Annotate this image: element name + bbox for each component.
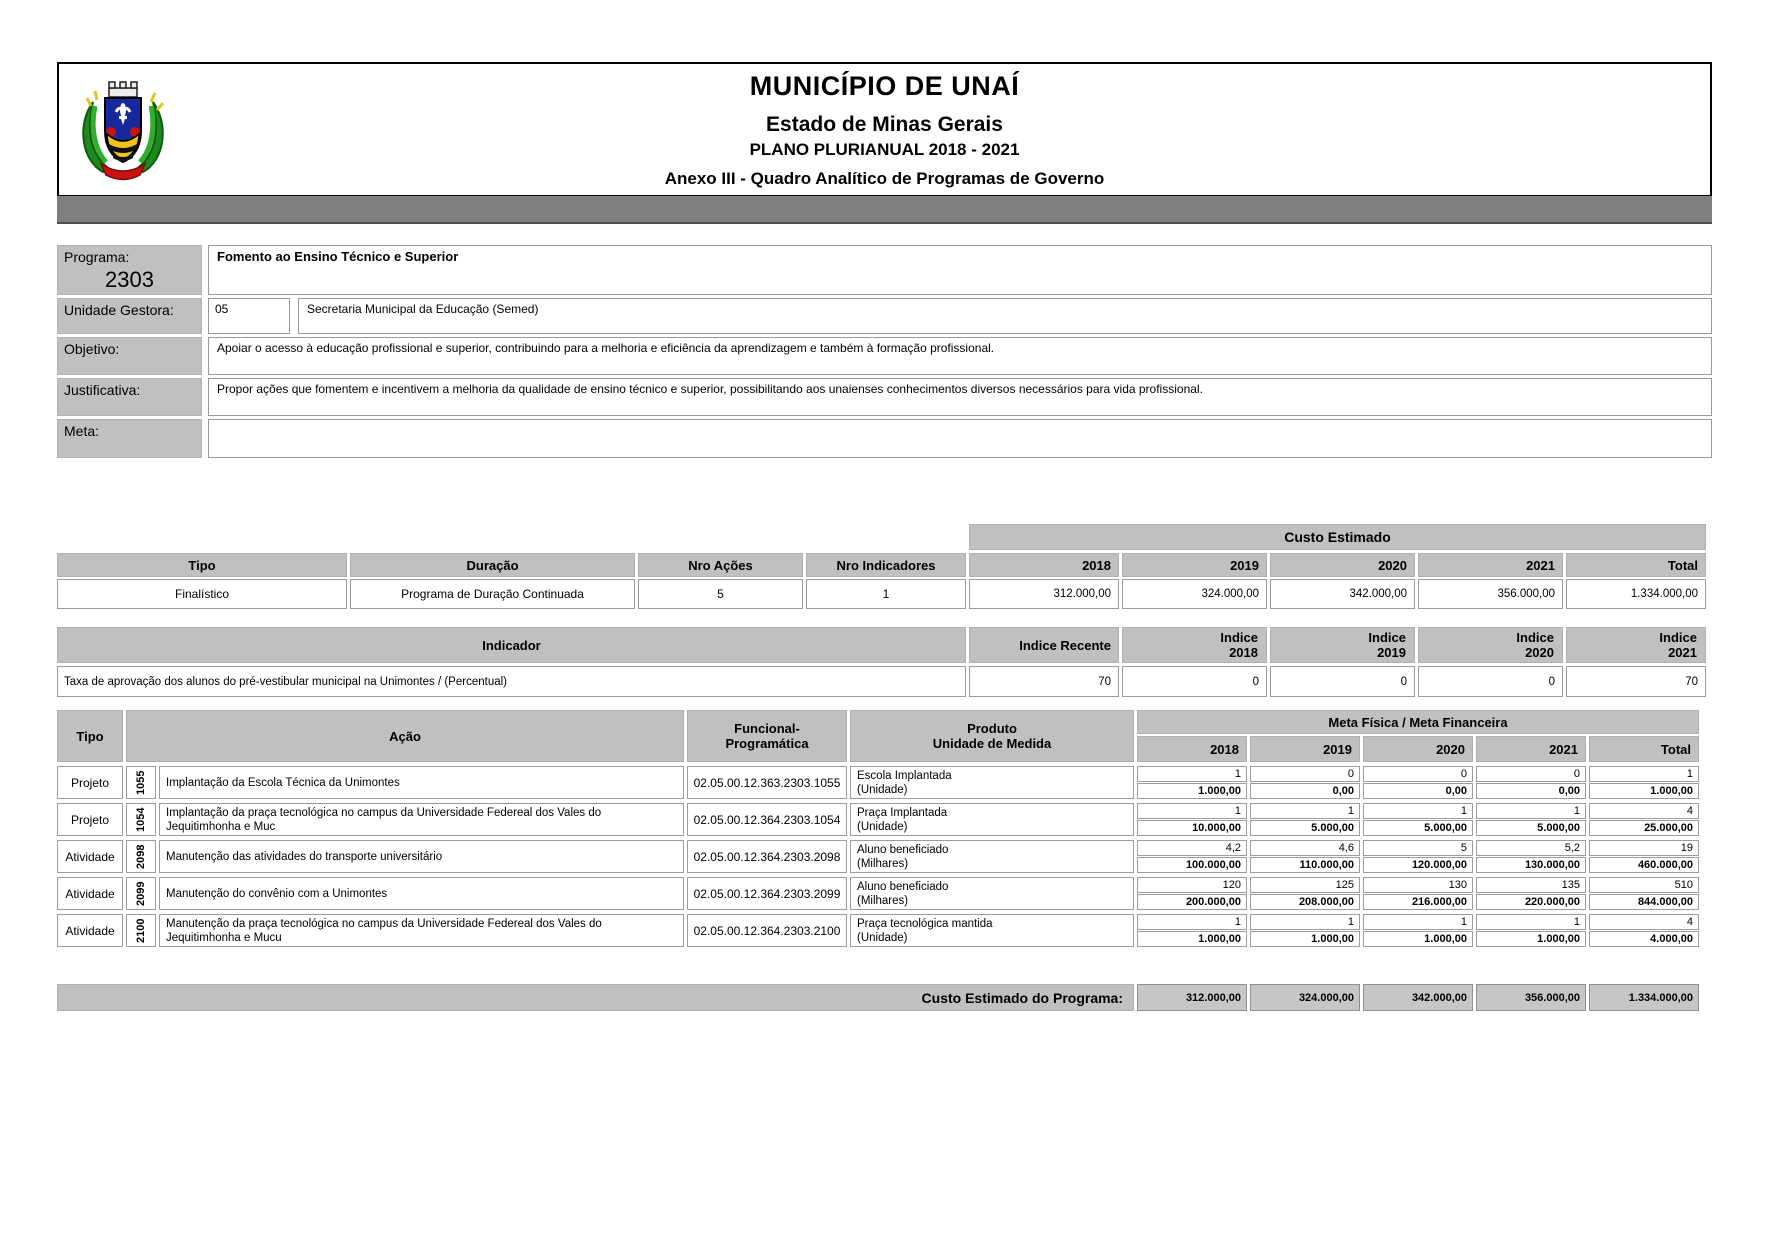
action-tipo: Projeto xyxy=(57,766,123,799)
produto-unit: (Unidade) xyxy=(857,932,908,944)
col-header-duracao: Duração xyxy=(350,553,635,577)
meta-group-header xyxy=(1137,710,1699,762)
meta-fisica: 1 xyxy=(1250,803,1360,819)
cost-nro-indicadores: 1 xyxy=(806,579,966,609)
meta-fisica: 5,2 xyxy=(1476,840,1586,856)
meta-fisica: 1 xyxy=(1363,803,1473,819)
actions-header xyxy=(57,710,1712,762)
meta-fisica: 5 xyxy=(1363,840,1473,856)
col-header-acao: Ação xyxy=(126,710,684,762)
meta-total xyxy=(1589,766,1699,799)
cost-duracao: Programa de Duração Continuada xyxy=(350,579,635,609)
action-produto xyxy=(850,877,1134,910)
indice-year: 2021 xyxy=(1668,645,1697,660)
meta-2019 xyxy=(1250,914,1360,947)
meta-2018 xyxy=(1137,914,1247,947)
meta-financeira: 200.000,00 xyxy=(1137,894,1247,910)
meta-financeira: 1.000,00 xyxy=(1476,931,1586,947)
produto-name: Praça Implantada xyxy=(857,807,948,819)
meta-financeira: 120.000,00 xyxy=(1363,857,1473,873)
produto-unit: (Unidade) xyxy=(857,784,908,796)
meta-financeira: 0,00 xyxy=(1250,783,1360,799)
action-funcional: 02.05.00.12.364.2303.2099 xyxy=(687,877,847,910)
indicator-name: Taxa de aprovação dos alunos do pré-vestibular municipal na Unimontes / (Percentual) xyxy=(57,666,966,697)
meta-fisica: 0 xyxy=(1363,766,1473,782)
action-code: 2098 xyxy=(126,840,156,873)
meta-group-title: Meta Física / Meta Financeira xyxy=(1137,710,1699,734)
indice-word: Indice xyxy=(1516,630,1554,645)
cost-2020: 342.000,00 xyxy=(1270,579,1415,609)
action-row xyxy=(57,840,1712,873)
action-tipo: Projeto xyxy=(57,803,123,836)
meta-2019 xyxy=(1250,766,1360,799)
unit-label: Unidade Gestora: xyxy=(57,298,202,334)
col-header-tipo: Tipo xyxy=(57,553,347,577)
meta-financeira: 130.000,00 xyxy=(1476,857,1586,873)
meta-financeira: 1.000,00 xyxy=(1137,783,1247,799)
meta-label: Meta: xyxy=(57,419,202,458)
actions-section xyxy=(57,710,1712,947)
meta-financeira: 460.000,00 xyxy=(1589,857,1699,873)
meta-2018 xyxy=(1137,877,1247,910)
unit-code: 05 xyxy=(208,298,290,334)
meta-fisica: 1 xyxy=(1137,766,1247,782)
meta-financeira: 0,00 xyxy=(1476,783,1586,799)
meta-fisica: 130 xyxy=(1363,877,1473,893)
meta-fisica: 1 xyxy=(1137,914,1247,930)
indice-word: Indice xyxy=(1659,630,1697,645)
col-header-2020: 2020 xyxy=(1270,553,1415,577)
action-code: 1054 xyxy=(126,803,156,836)
produto-unit: (Unidade) xyxy=(857,821,908,833)
footer-2019: 324.000,00 xyxy=(1250,984,1360,1011)
meta-total xyxy=(1589,803,1699,836)
col-header-2020: 2020 xyxy=(1363,736,1473,762)
action-tipo: Atividade xyxy=(57,840,123,873)
meta-total xyxy=(1589,840,1699,873)
meta-2021 xyxy=(1476,914,1586,947)
plan-title: PLANO PLURIANUAL 2018 - 2021 xyxy=(749,140,1020,159)
indicator-row xyxy=(57,666,1712,697)
col-header-indicador: Indicador xyxy=(57,627,966,663)
indice-year: 2019 xyxy=(1377,645,1406,660)
meta-fisica: 1 xyxy=(1250,914,1360,930)
produto-line1: Produto xyxy=(967,721,1017,736)
col-header-total: Total xyxy=(1566,553,1706,577)
justification-label: Justificativa: xyxy=(57,378,202,416)
action-code: 2100 xyxy=(126,914,156,947)
produto-name: Aluno beneficiado xyxy=(857,844,949,856)
meta-fisica: 4,6 xyxy=(1250,840,1360,856)
col-header-tipo: Tipo xyxy=(57,710,123,762)
meta-2019 xyxy=(1250,840,1360,873)
col-header-total: Total xyxy=(1589,736,1699,762)
header-titles xyxy=(59,64,1710,195)
action-name: Manutenção da praça tecnológica no campus da Universidade Federeal dos Vales do Jequitimhonha e Mucu xyxy=(159,914,684,947)
meta-text xyxy=(208,419,1712,458)
col-header-indice-2021 xyxy=(1566,627,1706,663)
col-header-indice-2019 xyxy=(1270,627,1415,663)
meta-2020 xyxy=(1363,840,1473,873)
action-funcional: 02.05.00.12.363.2303.1055 xyxy=(687,766,847,799)
meta-fisica: 120 xyxy=(1137,877,1247,893)
meta-financeira: 1.000,00 xyxy=(1137,931,1247,947)
indice-word: Indice xyxy=(1368,630,1406,645)
meta-financeira: 4.000,00 xyxy=(1589,931,1699,947)
meta-total xyxy=(1589,914,1699,947)
meta-financeira: 10.000,00 xyxy=(1137,820,1247,836)
meta-total xyxy=(1589,877,1699,910)
action-row xyxy=(57,803,1712,836)
action-code: 2099 xyxy=(126,877,156,910)
cost-2021: 356.000,00 xyxy=(1418,579,1563,609)
indicator-2020: 0 xyxy=(1418,666,1563,697)
meta-2020 xyxy=(1363,877,1473,910)
action-code: 1055 xyxy=(126,766,156,799)
col-header-2021: 2021 xyxy=(1418,553,1563,577)
footer-label: Custo Estimado do Programa: xyxy=(57,984,1134,1011)
col-header-indice-2018 xyxy=(1122,627,1267,663)
col-header-2018: 2018 xyxy=(969,553,1119,577)
meta-fisica: 125 xyxy=(1250,877,1360,893)
col-header-2018: 2018 xyxy=(1137,736,1247,762)
action-name: Manutenção do convênio com a Unimontes xyxy=(159,877,684,910)
action-row xyxy=(57,914,1712,947)
meta-fisica: 1 xyxy=(1476,803,1586,819)
meta-year-headers xyxy=(1137,736,1699,762)
cost-table-header xyxy=(57,553,1712,577)
col-header-2019: 2019 xyxy=(1122,553,1267,577)
indicator-header xyxy=(57,627,1712,663)
meta-2018 xyxy=(1137,766,1247,799)
indicator-recente: 70 xyxy=(969,666,1119,697)
produto-name: Aluno beneficiado xyxy=(857,881,949,893)
cost-estimate-section xyxy=(57,524,1712,609)
produto-name: Praça tecnológica mantida xyxy=(857,918,993,930)
meta-2018 xyxy=(1137,840,1247,873)
meta-financeira: 5.000,00 xyxy=(1363,820,1473,836)
action-produto xyxy=(850,914,1134,947)
meta-fisica: 1 xyxy=(1476,914,1586,930)
funcional-line2: Programática xyxy=(725,736,809,751)
meta-fisica: 4,2 xyxy=(1137,840,1247,856)
action-funcional: 02.05.00.12.364.2303.2100 xyxy=(687,914,847,947)
meta-fisica: 135 xyxy=(1476,877,1586,893)
meta-financeira: 220.000,00 xyxy=(1476,894,1586,910)
action-row xyxy=(57,877,1712,910)
program-name: Fomento ao Ensino Técnico e Superior xyxy=(208,245,1712,295)
action-funcional: 02.05.00.12.364.2303.1054 xyxy=(687,803,847,836)
cost-tipo: Finalístico xyxy=(57,579,347,609)
funcional-line1: Funcional- xyxy=(734,721,800,736)
indicator-2021: 70 xyxy=(1566,666,1706,697)
produto-name: Escola Implantada xyxy=(857,770,952,782)
meta-fisica: 0 xyxy=(1250,766,1360,782)
action-produto xyxy=(850,766,1134,799)
indice-year: 2020 xyxy=(1525,645,1554,660)
unit-row xyxy=(208,298,1712,334)
meta-fisica: 1 xyxy=(1589,766,1699,782)
program-cost-footer xyxy=(57,984,1712,1011)
col-header-funcional xyxy=(687,710,847,762)
action-tipo: Atividade xyxy=(57,877,123,910)
meta-fisica: 0 xyxy=(1476,766,1586,782)
unit-name: Secretaria Municipal da Educação (Semed) xyxy=(298,298,1712,334)
objective-label: Objetivo: xyxy=(57,337,202,375)
col-header-produto xyxy=(850,710,1134,762)
objective-text: Apoiar o acesso à educação profissional e superior, contribuindo para a melhoria e eficiência da aprendizagem e também à formação profissional. xyxy=(208,337,1712,375)
justification-text: Propor ações que fomentem e incentivem a melhoria da qualidade de ensino técnico e superior, possibilitando aos unaienses conhecimentos diversos necessários para vida profissional. xyxy=(208,378,1712,416)
meta-2018 xyxy=(1137,803,1247,836)
meta-fisica: 510 xyxy=(1589,877,1699,893)
cost-2018: 312.000,00 xyxy=(969,579,1119,609)
col-header-nro-indicadores: Nro Indicadores xyxy=(806,553,966,577)
indice-word: Indice xyxy=(1220,630,1258,645)
meta-financeira: 1.000,00 xyxy=(1589,783,1699,799)
footer-2018: 312.000,00 xyxy=(1137,984,1247,1011)
meta-financeira: 844.000,00 xyxy=(1589,894,1699,910)
document-header xyxy=(57,62,1712,197)
meta-financeira: 5.000,00 xyxy=(1250,820,1360,836)
meta-2019 xyxy=(1250,877,1360,910)
cost-total: 1.334.000,00 xyxy=(1566,579,1706,609)
cost-2019: 324.000,00 xyxy=(1122,579,1267,609)
meta-fisica: 4 xyxy=(1589,914,1699,930)
col-header-nro-acoes: Nro Ações xyxy=(638,553,803,577)
meta-2020 xyxy=(1363,766,1473,799)
meta-financeira: 1.000,00 xyxy=(1250,931,1360,947)
footer-total: 1.334.000,00 xyxy=(1589,984,1699,1011)
produto-unit: (Milhares) xyxy=(857,895,909,907)
col-header-2019: 2019 xyxy=(1250,736,1360,762)
program-label-cell xyxy=(57,245,202,295)
program-info xyxy=(57,245,1712,458)
meta-2021 xyxy=(1476,766,1586,799)
meta-2019 xyxy=(1250,803,1360,836)
annex-title: Anexo III - Quadro Analítico de Programas de Governo xyxy=(664,169,1105,188)
action-produto xyxy=(850,840,1134,873)
action-funcional: 02.05.00.12.364.2303.2098 xyxy=(687,840,847,873)
meta-financeira: 100.000,00 xyxy=(1137,857,1247,873)
action-produto xyxy=(850,803,1134,836)
meta-fisica: 19 xyxy=(1589,840,1699,856)
indicator-2018: 0 xyxy=(1122,666,1267,697)
meta-fisica: 1 xyxy=(1137,803,1247,819)
meta-financeira: 1.000,00 xyxy=(1363,931,1473,947)
meta-2021 xyxy=(1476,840,1586,873)
footer-2021: 356.000,00 xyxy=(1476,984,1586,1011)
action-row xyxy=(57,766,1712,799)
meta-2021 xyxy=(1476,803,1586,836)
meta-financeira: 5.000,00 xyxy=(1476,820,1586,836)
page-subtitle: Estado de Minas Gerais xyxy=(766,113,1003,136)
meta-fisica: 1 xyxy=(1363,914,1473,930)
action-name: Implantação da praça tecnológica no campus da Universidade Federeal dos Vales do Jequitimhonha e Muc xyxy=(159,803,684,836)
header-gray-band xyxy=(57,196,1712,224)
action-tipo: Atividade xyxy=(57,914,123,947)
meta-financeira: 25.000,00 xyxy=(1589,820,1699,836)
meta-financeira: 110.000,00 xyxy=(1250,857,1360,873)
col-header-indice-recente: Indice Recente xyxy=(969,627,1119,663)
action-name: Implantação da Escola Técnica da Unimontes xyxy=(159,766,684,799)
meta-2020 xyxy=(1363,914,1473,947)
page-title: MUNICÍPIO DE UNAÍ xyxy=(749,71,1020,101)
indicator-section xyxy=(57,627,1712,697)
indicator-2019: 0 xyxy=(1270,666,1415,697)
col-header-2021: 2021 xyxy=(1476,736,1586,762)
program-label: Programa: xyxy=(64,249,130,265)
meta-2020 xyxy=(1363,803,1473,836)
cost-estimate-title: Custo Estimado xyxy=(969,524,1706,550)
meta-2021 xyxy=(1476,877,1586,910)
produto-line2: Unidade de Medida xyxy=(932,736,1052,751)
meta-financeira: 208.000,00 xyxy=(1250,894,1360,910)
meta-financeira: 0,00 xyxy=(1363,783,1473,799)
meta-fisica: 4 xyxy=(1589,803,1699,819)
produto-unit: (Milhares) xyxy=(857,858,909,870)
cost-nro-acoes: 5 xyxy=(638,579,803,609)
action-name: Manutenção das atividades do transporte universitário xyxy=(159,840,684,873)
footer-2020: 342.000,00 xyxy=(1363,984,1473,1011)
meta-financeira: 216.000,00 xyxy=(1363,894,1473,910)
indice-year: 2018 xyxy=(1229,645,1258,660)
col-header-indice-2020 xyxy=(1418,627,1563,663)
program-code: 2303 xyxy=(105,267,154,292)
cost-table-row xyxy=(57,579,1712,609)
